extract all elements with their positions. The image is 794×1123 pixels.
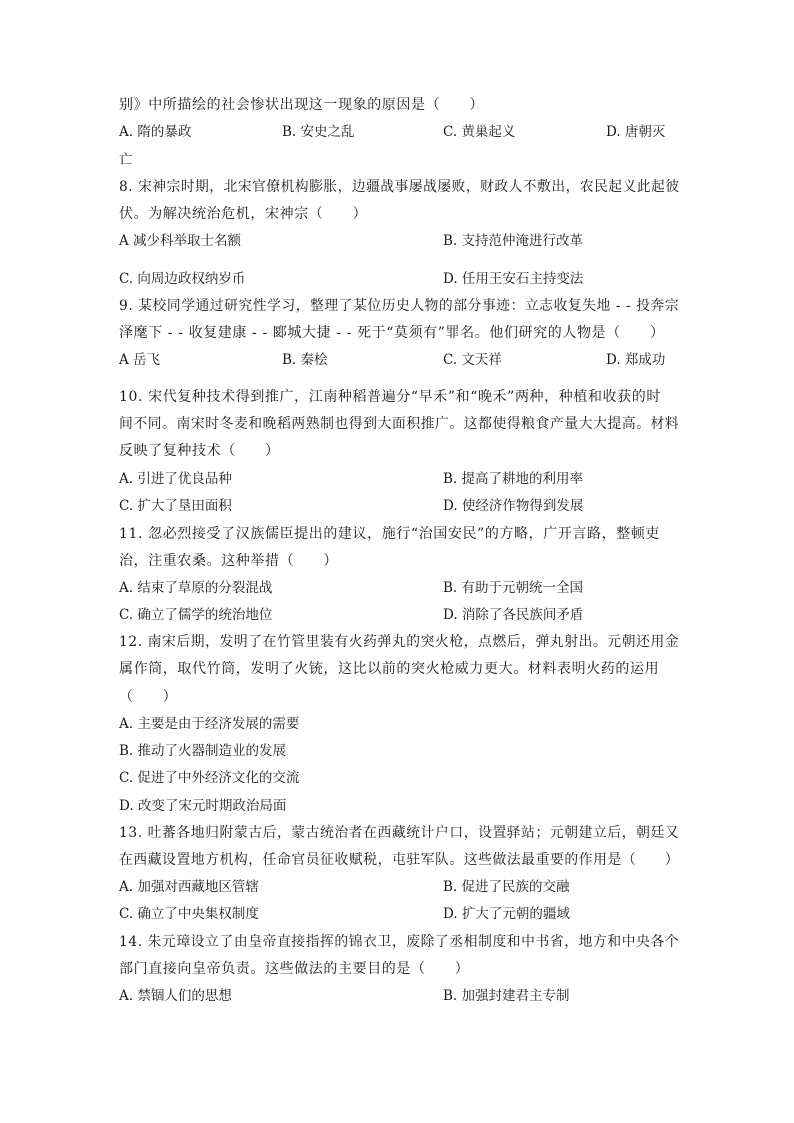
question-11-stem-line-2: 治，注重农桑。这种举措（ ）	[119, 553, 338, 569]
question-7-option-a: A. 隋的暴政	[119, 124, 192, 140]
question-10-option-d: D. 使经济作物得到发展	[443, 498, 584, 514]
question-13-option-c: C. 确立了中央集权制度	[119, 906, 259, 922]
question-11-option-c: C. 确立了儒学的统治地位	[119, 607, 273, 623]
question-9-option-d: D. 郑成功	[606, 352, 666, 368]
question-12-option-d: D. 改变了宋元时期政治局面	[119, 798, 287, 814]
question-12-option-a: A. 主要是由于经济发展的需要	[119, 716, 300, 732]
question-13-option-a: A. 加强对西藏地区管辖	[119, 879, 259, 895]
question-9-option-b: B. 秦桧	[282, 352, 328, 368]
question-8-stem-line-1: 8. 宋神宗时期，北宋官僚机构膨胀，边疆战事屡战屡败，财政人不敷出，农民起义此起彼	[119, 179, 680, 195]
question-13-stem-line-1: 13. 吐蕃各地归附蒙古后，蒙古统治者在西藏统计户口，设置驿站；元朝建立后，朝廷又	[119, 825, 680, 841]
question-7-stem: 别》中所描绘的社会惨状出现这一现象的原因是（ ）	[119, 97, 484, 113]
question-10-stem-line-3: 反映了复种技术（ ）	[119, 443, 280, 459]
question-11-option-b: B. 有助于元朝统一全国	[443, 580, 584, 596]
question-7-option-b: B. 安史之乱	[282, 124, 355, 140]
question-11-stem-line-1: 11. 忽必烈接受了汉族儒臣提出的建议，施行“治国安民”的方略，广开言路，整顿吏	[119, 526, 661, 542]
question-8-option-a: A 减少科举取士名额	[119, 233, 242, 249]
question-7-option-d-wrap: 亡	[119, 152, 133, 168]
question-14-stem-line-1: 14. 朱元璋设立了由皇帝直接指挥的锦衣卫，废除了丞相制度和中书省，地方和中央各个	[119, 934, 680, 950]
question-9-option-a: A 岳飞	[119, 352, 161, 368]
question-10-stem-line-1: 10. 宋代复种技术得到推广，江南种稻普遍分“早禾”和“晚禾”两种，种植和收获的时	[119, 389, 661, 405]
question-14-stem-line-2: 部门直接向皇帝负责。这些做法的主要目的是（ ）	[119, 961, 470, 977]
question-10-option-a: A. 引进了优良品种	[119, 471, 232, 487]
question-8-stem-line-2: 伏。为解决统治危机，宋神宗（ ）	[119, 206, 368, 222]
question-12-option-b: B. 推动了火器制造业的发展	[119, 743, 287, 759]
question-11-option-d: D. 消除了各民族间矛盾	[443, 607, 584, 623]
question-9-stem-line-2: 泽麾下 - - 收复建康 - - 郾城大捷 - - 死于“莫须有”罪名。他们研究的人物是（ ）	[119, 325, 665, 341]
question-14-option-a: A. 禁锢人们的思想	[119, 988, 232, 1004]
question-10-option-c: C. 扩大了垦田面积	[119, 498, 232, 514]
question-11-option-a: A. 结束了草原的分裂混战	[119, 580, 273, 596]
question-7-option-c: C. 黄巢起义	[443, 124, 516, 140]
question-12-stem-line-2: 属作筒，取代竹筒，发明了火铳，这比以前的突火枪威力更大。材料表明火药的运用	[119, 661, 660, 677]
question-8-option-c: C. 向周边政权纳岁币	[119, 271, 246, 287]
question-9-option-c: C. 文天祥	[443, 352, 502, 368]
question-10-stem-line-2: 间不同。南宋时冬麦和晚稻两熟制也得到大面积推广。这都使得粮食产量大大提高。材料	[119, 416, 680, 432]
question-7-option-d: D. 唐朝灭	[606, 124, 666, 140]
question-8-option-b: B. 支持范仲淹进行改革	[443, 233, 584, 249]
question-12-option-c: C. 促进了中外经济文化的交流	[119, 770, 300, 786]
question-8-option-d: D. 任用王安石主持变法	[443, 271, 584, 287]
question-13-option-b: B. 促进了民族的交融	[443, 879, 570, 895]
question-10-option-b: B. 提高了耕地的利用率	[443, 471, 584, 487]
question-14-option-b: B. 加强封建君主专制	[443, 988, 570, 1004]
question-13-option-d: D. 扩大了元朝的疆域	[443, 906, 570, 922]
question-13-stem-line-2: 在西藏设置地方机构，任命官员征收赋税，屯驻军队。这些做法最重要的作用是（ ）	[119, 852, 680, 868]
question-12-stem-line-3: （ ）	[119, 689, 178, 705]
question-9-stem-line-1: 9. 某校同学通过研究性学习，整理了某位历史人物的部分事迹：立志收复失地 - - 投奔宗	[119, 298, 680, 314]
question-12-stem-line-1: 12. 南宋后期，发明了在竹管里装有火药弹丸的突火枪，点燃后，弹丸射出。元朝还用金	[119, 634, 680, 650]
